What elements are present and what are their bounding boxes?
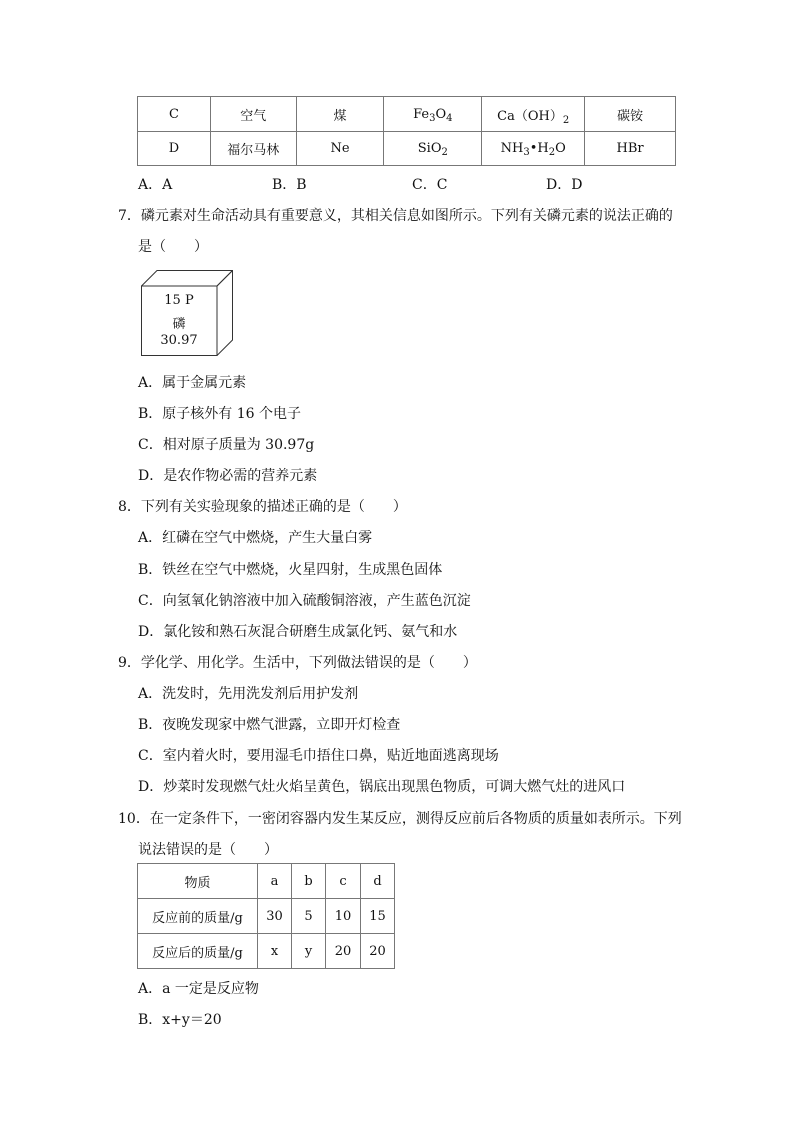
q7-stem: 7．磷元素对生命活动具有重要意义，其相关信息如图所示。下列有关磷元素的说法正确的 [118, 208, 673, 224]
q7-option-b[interactable]: B．原子核外有 16 个电子 [138, 406, 302, 422]
q8-stem: 8．下列有关实验现象的描述正确的是（ ） [118, 499, 407, 515]
q8-option-c[interactable]: C．向氢氧化钠溶液中加入硫酸铜溶液，产生蓝色沉淀 [138, 593, 471, 609]
q9-option-d[interactable]: D．炒菜时发现燃气灶火焰呈黄色，锅底出现黑色物质，可调大燃气灶的进风口 [138, 779, 626, 795]
q6-option-c[interactable]: C．C [412, 177, 448, 193]
table-cell: 5 [292, 899, 326, 934]
q9-option-a[interactable]: A．洗发时，先用洗发剂后用护发剂 [138, 686, 359, 702]
table-cell: D [138, 132, 211, 166]
table-row [138, 97, 676, 132]
element-number-symbol: 15 P [164, 293, 194, 308]
q6-option-d[interactable]: D．D [546, 177, 583, 193]
q10-option-b[interactable]: B．x+y＝20 [138, 1012, 222, 1028]
table-cell: y [292, 934, 326, 969]
table-cell: $Ca(OH)_2$ [482, 97, 585, 132]
q7-option-d[interactable]: D．是农作物必需的营养元素 [138, 468, 318, 484]
table-header-cell: c [326, 864, 361, 899]
q9-option-b[interactable]: B．夜晚发现家中燃气泄露，立即开灯检查 [138, 717, 401, 733]
table-row [138, 132, 676, 166]
q10-stem: 10．在一定条件下，一密闭容器内发生某反应，测得反应前后各物质的质量如表所示。下列 [118, 811, 682, 827]
q8-option-a[interactable]: A．红磷在空气中燃烧，产生大量白雾 [138, 530, 373, 546]
element-cube [141, 270, 233, 356]
table-cell: 20 [326, 934, 361, 969]
table-cell: 20 [361, 934, 395, 969]
table-cell: 15 [361, 899, 395, 934]
table-cell: HBr [585, 132, 676, 166]
q8-option-b[interactable]: B．铁丝在空气中燃烧，火星四射，生成黑色固体 [138, 562, 443, 578]
table-cell: 反应后的质量/g [138, 934, 258, 969]
table-cell: Ne [296, 132, 384, 166]
q7-stem-cont: 是（ ） [138, 239, 208, 255]
q9-stem: 9．学化学、用化学。生活中，下列做法错误的是（ ） [118, 655, 477, 671]
q10-table [137, 863, 395, 969]
q7-option-c[interactable]: C．相对原子质量为 30.97g [138, 437, 315, 453]
table-cell: 30 [258, 899, 292, 934]
table-cell: $Fe_3O_4$ [384, 97, 482, 132]
table-row [138, 934, 395, 969]
element-name: 磷 [172, 317, 186, 332]
q6-table [137, 96, 676, 166]
q9-option-c[interactable]: C．室内着火时，要用湿毛巾捂住口鼻，贴近地面逃离现场 [138, 748, 499, 764]
table-header-cell: 物质 [138, 864, 258, 899]
table-cell: SiO$_2$ [384, 132, 482, 166]
q8-option-d[interactable]: D．氯化铵和熟石灰混合研磨生成氯化钙、氨气和水 [138, 624, 458, 640]
table-row [138, 864, 395, 899]
q10-stem-cont: 说法错误的是（ ） [138, 842, 278, 858]
table-cell: 空气 [210, 97, 296, 132]
table-cell: x [258, 934, 292, 969]
element-mass: 30.97 [160, 333, 198, 348]
table-header-cell: d [361, 864, 395, 899]
table-cell: C [138, 97, 211, 132]
table-header-cell: a [258, 864, 292, 899]
q6-option-a[interactable]: A．A [138, 177, 173, 193]
q6-option-b[interactable]: B．B [272, 177, 307, 193]
table-cell: $NH_3•H_2O$ [482, 132, 585, 166]
table-cell: 煤 [296, 97, 384, 132]
q10-option-a[interactable]: A．a 一定是反应物 [138, 981, 259, 997]
table-cell: 反应前的质量/g [138, 899, 258, 934]
table-cell: 碳铵 [585, 97, 676, 132]
table-cell: 福尔马林 [210, 132, 296, 166]
q7-option-a[interactable]: A．属于金属元素 [138, 375, 247, 391]
table-cell: 10 [326, 899, 361, 934]
table-row [138, 899, 395, 934]
table-header-cell: b [292, 864, 326, 899]
